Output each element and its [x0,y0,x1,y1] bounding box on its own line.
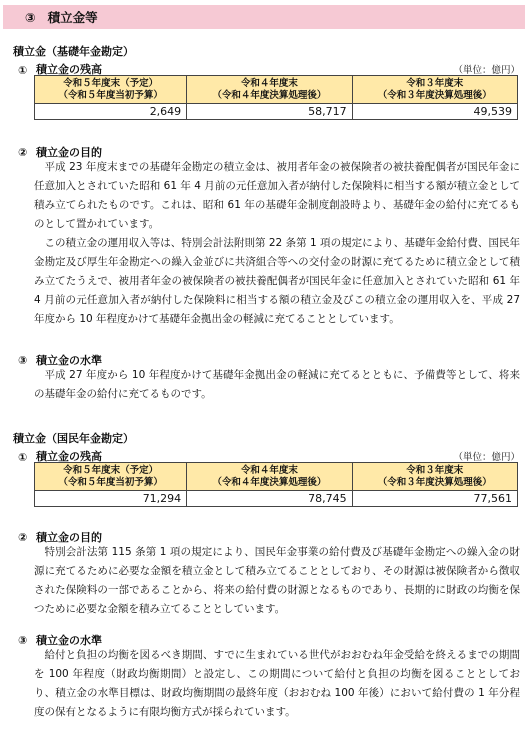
section1-unit: （単位：億円） [453,65,520,76]
section2-purpose-body [34,543,520,619]
table-cell: 77,561 [352,491,517,507]
table-cell: 71,294 [35,491,187,507]
section1-level-body [34,366,520,404]
section1-purpose-body [34,158,520,329]
section1-balance-table [34,75,518,120]
table-cell: 2,649 [35,104,187,120]
section2-title: 積立金（国民年金勘定） [13,432,134,445]
section2-level-body [34,646,520,722]
paragraph: この積立金の運用収入等は、特別会計法附則第 22 条第 1 項の規定により、基礎年金給付費、国民年金勘定及び厚生年金勘定への繰入金並びに共済組合等への交付金の財源に充てるために積立金として積み立てたうえで、被用者年金の被保険者の被扶養配偶者が国民年金に任意加入とされていた昭和 61 年 4 月前の元任意加入者が納付した保険料に相当する額の積立金及びこの積立金の運用収入を、平成 27 年度から 10 年程度かけて基礎年金拠出金の軽減に充てることとしています。 [34,237,520,325]
table-header: 令和３年度末 （令和３年度決算処理後） [352,463,517,491]
table-header: 令和３年度末 （令和３年度決算処理後） [352,76,517,104]
table-row [35,104,518,120]
paragraph: 平成 23 年度末までの基礎年金勘定の積立金は、被用者年金の被保険者の被扶養配偶者が国民年金に任意加入とされていた昭和 61 年 4 月前の元任意加入者が納付した保険料に相当する額が積立金として積み立てられたものです。これは、昭和 61 年の基礎年金制度創設時より、基礎年金の給付に充てるものとして置かれています。 [34,161,520,230]
balance-heading-text: 積立金の残高 [36,61,216,79]
section-banner [3,5,525,29]
table-cell: 49,539 [352,104,517,120]
level-marker: ③ [18,633,28,647]
paragraph: 特別会計法第 115 条第 1 項の規定により、国民年金事業の給付費及び基礎年金勘定への繰入金の財源に充てるために必要な金額を積立金として積み立てることとしており、その財源は被保険者から徴収された保険料の一部であることから、将来の給付費の財源となるものであり、長期的に財政の均衡を保つために必要な金額を積み立てることとしています。 [34,546,520,615]
banner-number: ③ [25,9,36,25]
table-header: 令和５年度末（予定） （令和５年度当初予算） [35,76,187,104]
balance-marker: ① [18,63,28,77]
table-header: 令和４年度末 （令和４年度決算処理後） [187,463,352,491]
table-header: 令和４年度末 （令和４年度決算処理後） [187,76,352,104]
paragraph: 平成 27 年度から 10 年程度かけて基礎年金拠出金の軽減に充てるとともに、予備費等として、将来の基礎年金の給付に充てるものです。 [34,369,520,400]
table-cell: 78,745 [187,491,352,507]
purpose-heading-text: 積立金の目的 [36,146,102,159]
balance-marker: ① [18,450,28,464]
table-header: 令和５年度末（予定） （令和５年度当初予算） [35,463,187,491]
section2-balance-table [34,462,518,507]
section2-unit: （単位：億円） [453,452,520,463]
level-heading-text: 積立金の水準 [36,354,102,367]
purpose-marker: ② [18,530,28,544]
level-heading-text: 積立金の水準 [36,634,102,647]
banner-title: 積立金等 [47,10,98,25]
section1-title: 積立金（基礎年金勘定） [13,45,134,58]
balance-heading-text: 積立金の残高 [36,448,216,466]
purpose-heading-text: 積立金の目的 [36,531,102,544]
table-cell: 58,717 [187,104,352,120]
table-row [35,491,518,507]
purpose-marker: ② [18,145,28,159]
level-marker: ③ [18,353,28,367]
paragraph: 給付と負担の均衡を図るべき期間、すでに生まれている世代がおおむね年金受給を終えるまでの期間を 100 年程度（財政均衡期間）と設定し、この期間について給付と負担の均衡を図ることとしており、積立金の水準目標は、財政均衡期間の最終年度（おおむね 100 年後）において給付費の 1 年分程度の保有となるように有限均衡方式が採られています。 [34,649,520,718]
